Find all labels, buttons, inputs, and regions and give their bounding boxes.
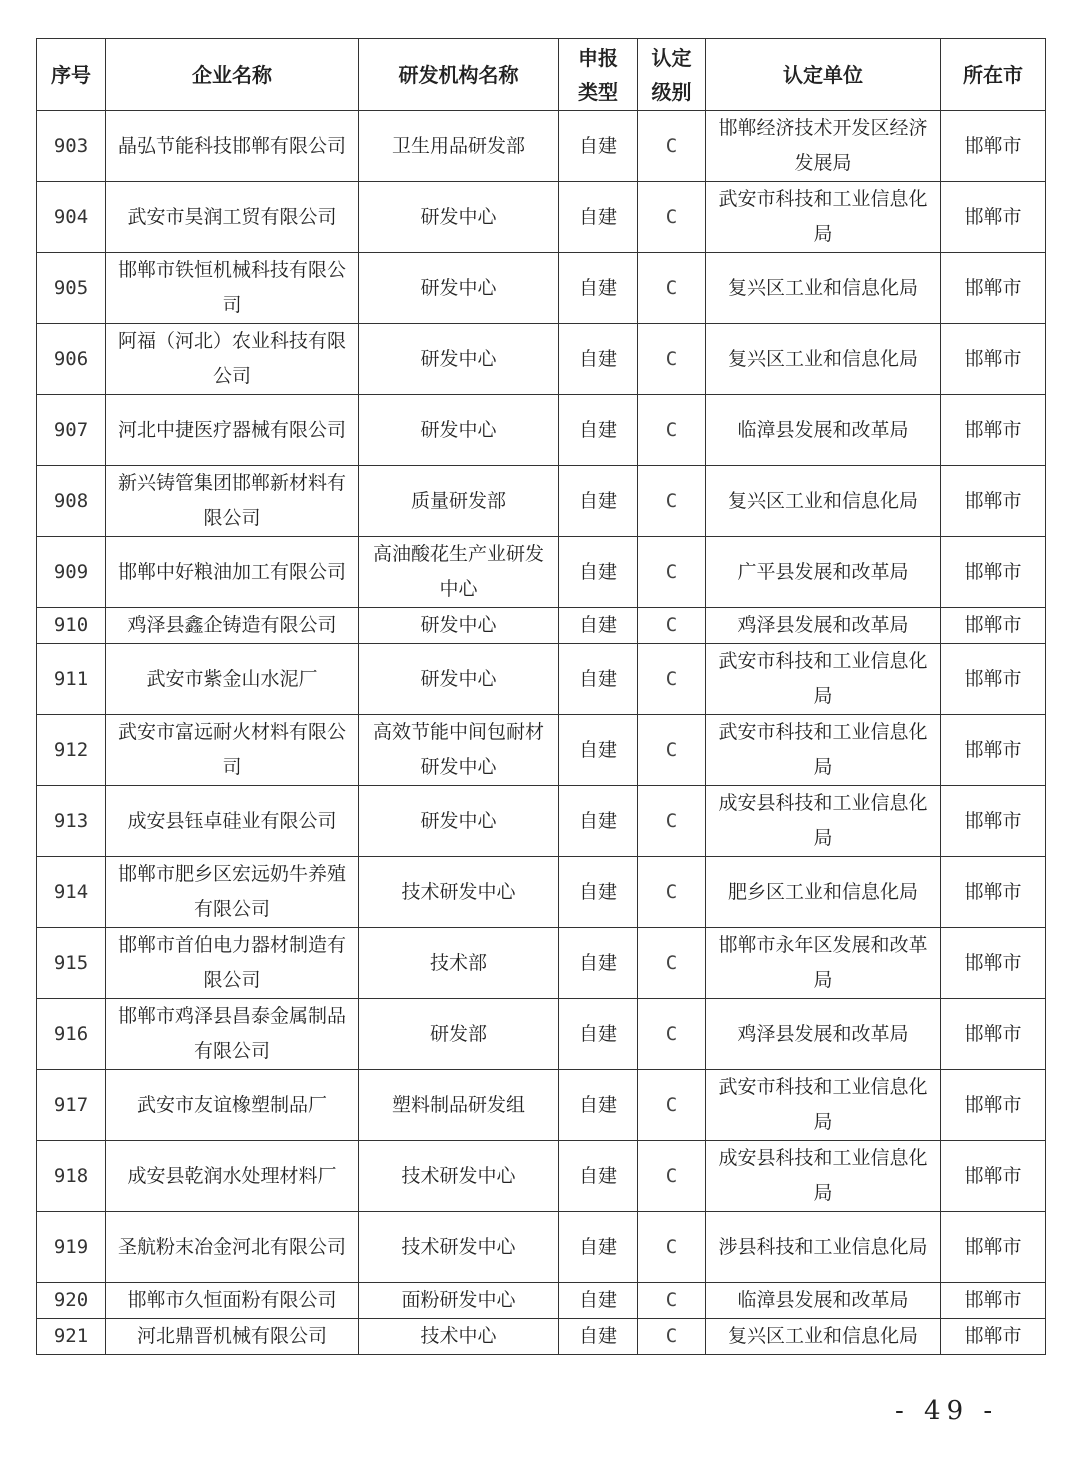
cell-rd-institution: 研发中心 <box>359 395 559 466</box>
cell-level: C <box>638 395 706 466</box>
table-row <box>37 395 1046 466</box>
header-level: 认定级别 <box>638 39 706 111</box>
cell-application-type: 自建 <box>559 644 638 715</box>
cell-city: 邯郸市 <box>941 999 1046 1070</box>
cell-application-type: 自建 <box>559 111 638 182</box>
cell-city: 邯郸市 <box>941 715 1046 786</box>
table-row <box>37 715 1046 786</box>
cell-city: 邯郸市 <box>941 537 1046 608</box>
table-row <box>37 786 1046 857</box>
cell-city: 邯郸市 <box>941 1070 1046 1141</box>
cell-application-type: 自建 <box>559 395 638 466</box>
cell-rd-institution: 研发部 <box>359 999 559 1070</box>
cell-certifying-unit: 复兴区工业和信息化局 <box>706 253 941 324</box>
cell-company: 邯郸市久恒面粉有限公司 <box>106 1283 359 1319</box>
cell-rd-institution: 技术研发中心 <box>359 1141 559 1212</box>
cell-city: 邯郸市 <box>941 608 1046 644</box>
cell-index: 904 <box>37 182 106 253</box>
cell-application-type: 自建 <box>559 786 638 857</box>
table-row <box>37 537 1046 608</box>
cell-level: C <box>638 1283 706 1319</box>
cell-level: C <box>638 857 706 928</box>
cell-certifying-unit: 复兴区工业和信息化局 <box>706 324 941 395</box>
cell-index: 915 <box>37 928 106 999</box>
header-city: 所在市 <box>941 39 1046 111</box>
cell-level: C <box>638 644 706 715</box>
cell-city: 邯郸市 <box>941 466 1046 537</box>
cell-rd-institution: 高油酸花生产业研发中心 <box>359 537 559 608</box>
table-row <box>37 324 1046 395</box>
table-row <box>37 182 1046 253</box>
cell-rd-institution: 研发中心 <box>359 182 559 253</box>
cell-certifying-unit: 复兴区工业和信息化局 <box>706 466 941 537</box>
cell-index: 919 <box>37 1212 106 1283</box>
cell-company: 成安县乾润水处理材料厂 <box>106 1141 359 1212</box>
cell-application-type: 自建 <box>559 1283 638 1319</box>
cell-company: 邯郸市铁恒机械科技有限公司 <box>106 253 359 324</box>
cell-city: 邯郸市 <box>941 644 1046 715</box>
cell-index: 921 <box>37 1319 106 1355</box>
cell-index: 913 <box>37 786 106 857</box>
cell-certifying-unit: 武安市科技和工业信息化局 <box>706 644 941 715</box>
cell-index: 910 <box>37 608 106 644</box>
cell-level: C <box>638 786 706 857</box>
cell-certifying-unit: 广平县发展和改革局 <box>706 537 941 608</box>
table-row <box>37 466 1046 537</box>
cell-city: 邯郸市 <box>941 1319 1046 1355</box>
cell-rd-institution: 质量研发部 <box>359 466 559 537</box>
cell-level: C <box>638 537 706 608</box>
cell-company: 武安市友谊橡塑制品厂 <box>106 1070 359 1141</box>
cell-application-type: 自建 <box>559 537 638 608</box>
table-row <box>37 1319 1046 1355</box>
header-rd-institution: 研发机构名称 <box>359 39 559 111</box>
cell-application-type: 自建 <box>559 324 638 395</box>
cell-rd-institution: 研发中心 <box>359 324 559 395</box>
cell-application-type: 自建 <box>559 928 638 999</box>
cell-index: 906 <box>37 324 106 395</box>
cell-certifying-unit: 邯郸市永年区发展和改革局 <box>706 928 941 999</box>
cell-index: 907 <box>37 395 106 466</box>
cell-index: 911 <box>37 644 106 715</box>
cell-certifying-unit: 成安县科技和工业信息化局 <box>706 786 941 857</box>
cell-application-type: 自建 <box>559 253 638 324</box>
cell-company: 邯郸中好粮油加工有限公司 <box>106 537 359 608</box>
cell-level: C <box>638 928 706 999</box>
cell-rd-institution: 面粉研发中心 <box>359 1283 559 1319</box>
table-row <box>37 644 1046 715</box>
cell-index: 916 <box>37 999 106 1070</box>
cell-level: C <box>638 1212 706 1283</box>
cell-application-type: 自建 <box>559 466 638 537</box>
cell-index: 917 <box>37 1070 106 1141</box>
cell-level: C <box>638 466 706 537</box>
cell-application-type: 自建 <box>559 608 638 644</box>
cell-company: 圣航粉末冶金河北有限公司 <box>106 1212 359 1283</box>
cell-certifying-unit: 涉县科技和工业信息化局 <box>706 1212 941 1283</box>
cell-level: C <box>638 182 706 253</box>
cell-rd-institution: 技术研发中心 <box>359 1212 559 1283</box>
cell-certifying-unit: 临漳县发展和改革局 <box>706 1283 941 1319</box>
cell-company: 鸡泽县鑫企铸造有限公司 <box>106 608 359 644</box>
cell-city: 邯郸市 <box>941 324 1046 395</box>
cell-index: 920 <box>37 1283 106 1319</box>
cell-company: 晶弘节能科技邯郸有限公司 <box>106 111 359 182</box>
cell-index: 903 <box>37 111 106 182</box>
cell-application-type: 自建 <box>559 1141 638 1212</box>
cell-application-type: 自建 <box>559 857 638 928</box>
cell-application-type: 自建 <box>559 1212 638 1283</box>
table-row <box>37 111 1046 182</box>
cell-company: 武安市富远耐火材料有限公司 <box>106 715 359 786</box>
cell-index: 905 <box>37 253 106 324</box>
cell-certifying-unit: 鸡泽县发展和改革局 <box>706 999 941 1070</box>
table-row <box>37 1070 1046 1141</box>
cell-company: 武安市昊润工贸有限公司 <box>106 182 359 253</box>
cell-certifying-unit: 武安市科技和工业信息化局 <box>706 182 941 253</box>
cell-certifying-unit: 临漳县发展和改革局 <box>706 395 941 466</box>
table-row <box>37 1283 1046 1319</box>
cell-application-type: 自建 <box>559 999 638 1070</box>
header-application-type: 申报类型 <box>559 39 638 111</box>
cell-level: C <box>638 111 706 182</box>
cell-index: 914 <box>37 857 106 928</box>
cell-rd-institution: 技术中心 <box>359 1319 559 1355</box>
cell-city: 邯郸市 <box>941 395 1046 466</box>
cell-rd-institution: 研发中心 <box>359 608 559 644</box>
cell-city: 邯郸市 <box>941 253 1046 324</box>
table-row <box>37 999 1046 1070</box>
cell-company: 邯郸市首伯电力器材制造有限公司 <box>106 928 359 999</box>
cell-index: 909 <box>37 537 106 608</box>
cell-company: 邯郸市肥乡区宏远奶牛养殖有限公司 <box>106 857 359 928</box>
table-header-row <box>37 39 1046 111</box>
cell-level: C <box>638 608 706 644</box>
cell-city: 邯郸市 <box>941 857 1046 928</box>
page-number: - 49 - <box>895 1396 999 1426</box>
cell-city: 邯郸市 <box>941 786 1046 857</box>
cell-certifying-unit: 武安市科技和工业信息化局 <box>706 715 941 786</box>
cell-certifying-unit: 鸡泽县发展和改革局 <box>706 608 941 644</box>
table-row <box>37 253 1046 324</box>
cell-certifying-unit: 邯郸经济技术开发区经济发展局 <box>706 111 941 182</box>
enterprise-rd-table <box>36 38 1046 1355</box>
cell-index: 912 <box>37 715 106 786</box>
cell-company: 河北中捷医疗器械有限公司 <box>106 395 359 466</box>
cell-application-type: 自建 <box>559 1319 638 1355</box>
table-row <box>37 1141 1046 1212</box>
cell-rd-institution: 研发中心 <box>359 253 559 324</box>
cell-level: C <box>638 1141 706 1212</box>
cell-company: 阿福（河北）农业科技有限公司 <box>106 324 359 395</box>
header-index: 序号 <box>37 39 106 111</box>
cell-level: C <box>638 999 706 1070</box>
cell-rd-institution: 技术研发中心 <box>359 857 559 928</box>
cell-rd-institution: 研发中心 <box>359 644 559 715</box>
table-row <box>37 928 1046 999</box>
cell-city: 邯郸市 <box>941 1212 1046 1283</box>
cell-city: 邯郸市 <box>941 928 1046 999</box>
cell-city: 邯郸市 <box>941 1141 1046 1212</box>
table-row <box>37 608 1046 644</box>
cell-index: 908 <box>37 466 106 537</box>
cell-application-type: 自建 <box>559 1070 638 1141</box>
cell-rd-institution: 高效节能中间包耐材研发中心 <box>359 715 559 786</box>
cell-city: 邯郸市 <box>941 1283 1046 1319</box>
cell-rd-institution: 卫生用品研发部 <box>359 111 559 182</box>
cell-company: 河北鼎晋机械有限公司 <box>106 1319 359 1355</box>
table-row <box>37 1212 1046 1283</box>
cell-application-type: 自建 <box>559 182 638 253</box>
cell-rd-institution: 研发中心 <box>359 786 559 857</box>
header-certifying-unit: 认定单位 <box>706 39 941 111</box>
cell-company: 成安县钰卓硅业有限公司 <box>106 786 359 857</box>
cell-certifying-unit: 肥乡区工业和信息化局 <box>706 857 941 928</box>
header-company: 企业名称 <box>106 39 359 111</box>
cell-level: C <box>638 715 706 786</box>
cell-city: 邯郸市 <box>941 182 1046 253</box>
cell-certifying-unit: 复兴区工业和信息化局 <box>706 1319 941 1355</box>
cell-rd-institution: 技术部 <box>359 928 559 999</box>
cell-level: C <box>638 1070 706 1141</box>
cell-certifying-unit: 武安市科技和工业信息化局 <box>706 1070 941 1141</box>
cell-application-type: 自建 <box>559 715 638 786</box>
cell-company: 邯郸市鸡泽县昌泰金属制品有限公司 <box>106 999 359 1070</box>
cell-certifying-unit: 成安县科技和工业信息化局 <box>706 1141 941 1212</box>
cell-company: 武安市紫金山水泥厂 <box>106 644 359 715</box>
cell-company: 新兴铸管集团邯郸新材料有限公司 <box>106 466 359 537</box>
cell-level: C <box>638 253 706 324</box>
cell-index: 918 <box>37 1141 106 1212</box>
cell-level: C <box>638 1319 706 1355</box>
table-row <box>37 857 1046 928</box>
cell-level: C <box>638 324 706 395</box>
cell-city: 邯郸市 <box>941 111 1046 182</box>
cell-rd-institution: 塑料制品研发组 <box>359 1070 559 1141</box>
